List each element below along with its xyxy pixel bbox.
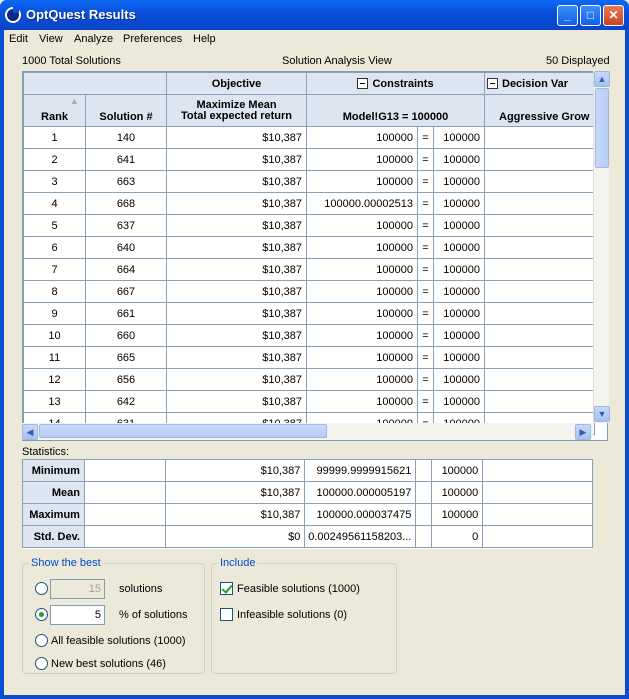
constraint-value-cell: 100000.00002513: [307, 193, 418, 215]
solution-cell: 660: [86, 325, 167, 347]
constraint-column-header[interactable]: Model!G13 = 100000: [307, 95, 485, 127]
rank-cell: 9: [24, 303, 86, 325]
constraint-bound-cell: 100000: [434, 281, 485, 303]
constraint-value-cell: 100000: [307, 259, 418, 281]
stat-name-cell: Std. Dev.: [23, 526, 85, 548]
solution-cell: 665: [86, 347, 167, 369]
menu-edit[interactable]: Edit: [9, 33, 28, 45]
stat-decision-cell: [483, 460, 593, 482]
collapse-decision-icon[interactable]: [487, 78, 498, 89]
percent-input[interactable]: 5: [50, 605, 105, 625]
solutions-count-radio[interactable]: [35, 582, 48, 595]
table-row[interactable]: [24, 259, 595, 281]
constraint-value-cell: 100000: [307, 325, 418, 347]
rank-cell: 3: [24, 171, 86, 193]
decision-cell: [485, 259, 595, 281]
constraint-value-cell: 100000: [307, 347, 418, 369]
table-row[interactable]: [24, 237, 595, 259]
decision-group-header[interactable]: Decision Var: [485, 73, 595, 95]
statistics-label: Statistics:: [22, 446, 70, 458]
solution-cell: 140: [86, 127, 167, 149]
decision-cell: [485, 149, 595, 171]
statistics-table: [22, 459, 593, 549]
stat-name-cell: Mean: [23, 482, 85, 504]
table-row[interactable]: [24, 281, 595, 303]
include-group: [211, 557, 397, 674]
table-row[interactable]: [24, 127, 595, 149]
window-title: OptQuest Results: [26, 7, 136, 22]
stat-bound-cell: 100000: [432, 460, 483, 482]
objective-cell: $10,387: [167, 259, 307, 281]
decision-cell: [485, 237, 595, 259]
rank-cell: 6: [24, 237, 86, 259]
infeasible-checkbox[interactable]: [220, 608, 233, 621]
new-best-radio[interactable]: [35, 657, 48, 670]
table-row[interactable]: [24, 303, 595, 325]
rank-cell: 1: [24, 127, 86, 149]
decision-cell: [485, 391, 595, 413]
stat-constraint-cell: 0.00249561158203...: [305, 526, 416, 548]
stat-blank-cell: [84, 482, 165, 504]
constraints-group-header[interactable]: Constraints: [307, 73, 485, 95]
operator-cell: =: [418, 325, 434, 347]
stat-constraint-cell: 100000.000005197: [305, 482, 416, 504]
solution-cell: 664: [86, 259, 167, 281]
operator-cell: =: [418, 391, 434, 413]
constraint-bound-cell: 100000: [434, 259, 485, 281]
objective-cell: $10,387: [167, 325, 307, 347]
show-best-group: [22, 557, 205, 674]
constraint-value-cell: 100000: [307, 303, 418, 325]
stat-operator-cell: [416, 504, 432, 526]
sort-ascending-icon: ▲: [70, 96, 79, 106]
objective-cell: $10,387: [167, 193, 307, 215]
feasible-label[interactable]: Feasible solutions (1000): [237, 583, 360, 595]
operator-cell: =: [418, 259, 434, 281]
stat-bound-cell: 100000: [432, 504, 483, 526]
constraint-bound-cell: 100000: [434, 237, 485, 259]
menu-analyze[interactable]: Analyze: [74, 33, 114, 45]
constraint-value-cell: 100000: [307, 149, 418, 171]
decision-cell: [485, 281, 595, 303]
rank-cell: 11: [24, 347, 86, 369]
constraint-value-cell: 100000: [307, 215, 418, 237]
decision-cell: [485, 303, 595, 325]
operator-cell: =: [418, 347, 434, 369]
operator-cell: =: [418, 369, 434, 391]
rank-cell: 8: [24, 281, 86, 303]
objective-cell: $10,387: [167, 303, 307, 325]
objective-cell: $10,387: [167, 127, 307, 149]
menu-view[interactable]: View: [39, 33, 63, 45]
stat-name-cell: Minimum: [23, 460, 85, 482]
stats-row: [23, 460, 593, 482]
objective-cell: $10,387: [167, 281, 307, 303]
include-legend: Include: [220, 557, 256, 569]
menu-preferences[interactable]: Preferences: [123, 33, 183, 45]
decision-column-header[interactable]: Aggressive Grow: [485, 95, 595, 127]
constraint-value-cell: 100000: [307, 391, 418, 413]
objective-cell: $10,387: [167, 369, 307, 391]
vertical-scroll-thumb[interactable]: [595, 88, 609, 168]
table-row[interactable]: [24, 369, 595, 391]
all-feasible-radio[interactable]: [35, 634, 48, 647]
objective-cell: $10,387: [167, 347, 307, 369]
stat-objective-cell: $0: [165, 526, 305, 548]
constraint-bound-cell: 100000: [434, 303, 485, 325]
operator-cell: =: [418, 303, 434, 325]
operator-cell: =: [418, 237, 434, 259]
table-row[interactable]: [24, 193, 595, 215]
scroll-down-icon[interactable]: ▼: [594, 406, 610, 422]
client-area: [4, 30, 625, 695]
stat-bound-cell: 0: [432, 526, 483, 548]
infeasible-label[interactable]: Infeasible solutions (0): [237, 609, 348, 621]
constraint-value-cell: 100000: [307, 127, 418, 149]
rank-cell: 10: [24, 325, 86, 347]
stats-row: [23, 482, 593, 504]
rank-cell: 2: [24, 149, 86, 171]
decision-cell: [485, 215, 595, 237]
show-best-legend: Show the best: [31, 557, 101, 569]
rank-cell: 12: [24, 369, 86, 391]
solution-cell: 668: [86, 193, 167, 215]
constraint-bound-cell: 100000: [434, 149, 485, 171]
stat-objective-cell: $10,387: [165, 504, 305, 526]
objective-cell: $10,387: [167, 171, 307, 193]
solution-cell: 640: [86, 237, 167, 259]
constraint-value-cell: 100000: [307, 369, 418, 391]
solution-cell: 661: [86, 303, 167, 325]
constraint-value-cell: 100000: [307, 281, 418, 303]
table-row[interactable]: [24, 171, 595, 193]
stat-decision-cell: [483, 482, 593, 504]
new-best-label[interactable]: New best solutions (46): [51, 658, 166, 670]
constraint-value-cell: 100000: [307, 171, 418, 193]
solution-cell: 667: [86, 281, 167, 303]
operator-cell: =: [418, 281, 434, 303]
scroll-left-icon[interactable]: ◀: [22, 424, 38, 440]
stat-operator-cell: [416, 482, 432, 504]
scroll-up-icon[interactable]: ▲: [594, 71, 610, 87]
corner-header: [24, 73, 167, 95]
solution-cell: 641: [86, 149, 167, 171]
constraint-bound-cell: 100000: [434, 347, 485, 369]
constraint-bound-cell: 100000: [434, 193, 485, 215]
total-solutions-label: 1000 Total Solutions: [22, 55, 121, 67]
menu-help[interactable]: Help: [193, 33, 216, 45]
decision-cell: [485, 369, 595, 391]
optquest-logo-icon: [5, 7, 21, 23]
decision-cell: [485, 127, 595, 149]
constraint-bound-cell: 100000: [434, 391, 485, 413]
solution-cell: 637: [86, 215, 167, 237]
constraint-bound-cell: 100000: [434, 171, 485, 193]
objective-group-header: Objective: [167, 73, 307, 95]
stat-blank-cell: [84, 460, 165, 482]
rank-cell: 4: [24, 193, 86, 215]
minimize-button[interactable]: _: [557, 5, 578, 26]
constraint-bound-cell: 100000: [434, 325, 485, 347]
objective-column-header[interactable]: Maximize Mean Total expected return: [167, 95, 307, 127]
operator-cell: =: [418, 215, 434, 237]
horizontal-scrollbar[interactable]: [22, 423, 593, 440]
solutions-count-input[interactable]: 15: [50, 579, 105, 599]
objective-cell: $10,387: [167, 391, 307, 413]
rank-cell: 13: [24, 391, 86, 413]
solutions-count-label: solutions: [119, 583, 163, 595]
table-row[interactable]: [24, 347, 595, 369]
percent-radio[interactable]: [35, 608, 48, 621]
decision-cell: [485, 171, 595, 193]
stat-decision-cell: [483, 504, 593, 526]
stat-decision-cell: [483, 526, 593, 548]
table-row[interactable]: [24, 215, 595, 237]
stat-objective-cell: $10,387: [165, 482, 305, 504]
objective-cell: $10,387: [167, 215, 307, 237]
table-row[interactable]: [24, 391, 595, 413]
horizontal-scroll-thumb[interactable]: [39, 424, 327, 438]
stat-constraint-cell: 99999.9999915621: [305, 460, 416, 482]
rank-cell: 7: [24, 259, 86, 281]
constraint-value-cell: 100000: [307, 237, 418, 259]
stat-blank-cell: [84, 504, 165, 526]
constraint-bound-cell: 100000: [434, 215, 485, 237]
operator-cell: =: [418, 149, 434, 171]
solution-column-header[interactable]: Solution #: [86, 95, 167, 127]
rank-column-header[interactable]: ▲ Rank: [24, 95, 86, 127]
decision-cell: [485, 347, 595, 369]
stat-name-cell: Maximum: [23, 504, 85, 526]
solutions-grid[interactable]: [22, 71, 608, 441]
scroll-right-icon[interactable]: ▶: [575, 424, 591, 440]
rank-cell: 5: [24, 215, 86, 237]
solution-cell: 656: [86, 369, 167, 391]
stat-operator-cell: [416, 460, 432, 482]
menu-bar: [4, 30, 625, 49]
solution-cell: 642: [86, 391, 167, 413]
feasible-checkbox[interactable]: [220, 582, 233, 595]
stat-objective-cell: $10,387: [165, 460, 305, 482]
objective-cell: $10,387: [167, 149, 307, 171]
decision-cell: [485, 325, 595, 347]
info-bar: [4, 53, 625, 69]
operator-cell: =: [418, 193, 434, 215]
stat-constraint-cell: 100000.000037475: [305, 504, 416, 526]
all-feasible-label[interactable]: All feasible solutions (1000): [51, 635, 186, 647]
table-row[interactable]: [24, 149, 595, 171]
stat-operator-cell: [416, 526, 432, 548]
vertical-scrollbar[interactable]: [593, 71, 609, 423]
stat-blank-cell: [84, 526, 165, 548]
decision-cell: [485, 193, 595, 215]
title-bar[interactable]: [0, 0, 629, 30]
objective-cell: $10,387: [167, 237, 307, 259]
displayed-count-label: 50 Displayed: [546, 55, 610, 67]
stats-row: [23, 504, 593, 526]
operator-cell: =: [418, 127, 434, 149]
constraint-bound-cell: 100000: [434, 369, 485, 391]
view-name-label: Solution Analysis View: [282, 55, 392, 67]
status-bar: [4, 681, 625, 695]
stat-bound-cell: 100000: [432, 482, 483, 504]
collapse-constraints-icon[interactable]: [357, 78, 368, 89]
table-row[interactable]: [24, 325, 595, 347]
maximize-button[interactable]: □: [580, 5, 601, 26]
stats-row: [23, 526, 593, 548]
solution-cell: 663: [86, 171, 167, 193]
constraint-bound-cell: 100000: [434, 127, 485, 149]
close-button[interactable]: ✕: [603, 5, 624, 26]
percent-label: % of solutions: [119, 609, 188, 621]
operator-cell: =: [418, 171, 434, 193]
